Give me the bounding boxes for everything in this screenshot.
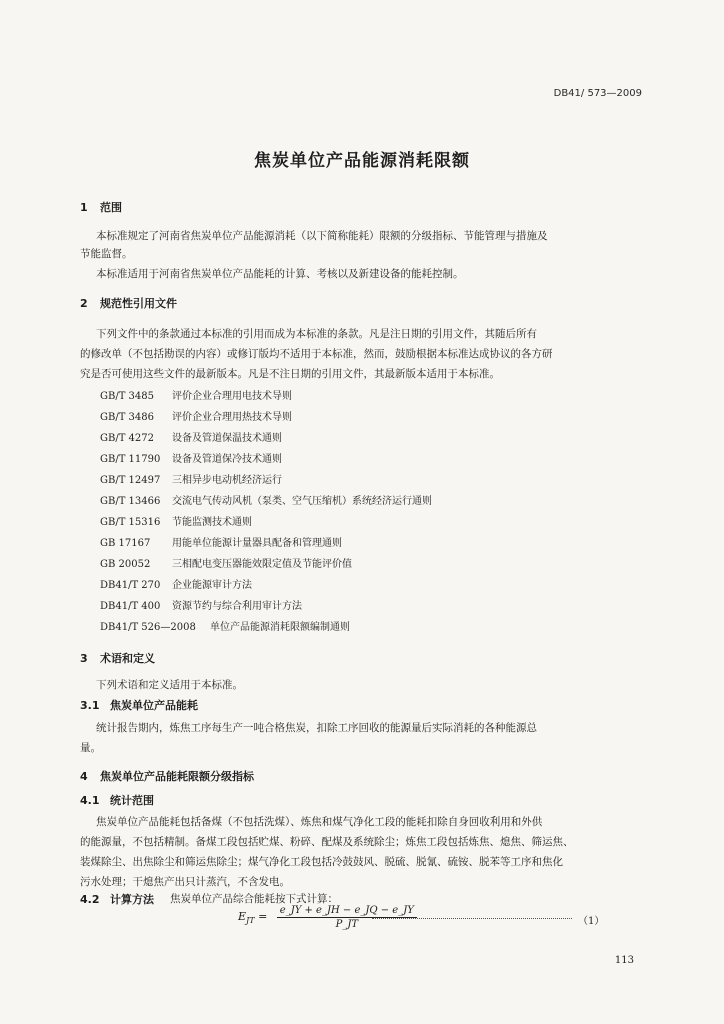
section-4-1-heading: 4.1 统计范围 (80, 794, 154, 807)
section-4-1-para-line-3: 装煤除尘、出焦除尘和筛运焦除尘；煤气净化工段包括冷鼓鼓风、脱硫、脱氰、硫铵、脱苯等工序和焦化 (80, 856, 563, 868)
section-1-heading: 1 范围 (80, 201, 122, 214)
reference-item: GB/T 12497 三相异步电动机经济运行 (100, 475, 282, 486)
section-1-para-2: 本标准适用于河南省焦炭单位产品能耗的计算、考核以及新建设备的能耗控制。 (96, 268, 464, 280)
section-4-2-heading: 4.2 计算方法 (80, 893, 154, 906)
formula-denominator: P_JT (335, 919, 359, 930)
section-2-heading: 2 规范性引用文件 (80, 297, 177, 310)
reference-item: GB 17167 用能单位能源计量器具配备和管理通则 (100, 538, 342, 549)
page-number: 113 (614, 955, 634, 966)
section-4-1-para-line-2: 的能源量，不包括精制。备煤工段包括贮煤、粉碎、配煤及系统除尘；炼焦工段包括炼焦、熄焦、筛运焦、 (80, 836, 574, 848)
reference-item: GB/T 13466 交流电气传动风机（泵类、空气压缩机）系统经济运行通则 (100, 496, 432, 507)
formula-leader-dots (372, 918, 572, 919)
section-4-1-para-line-1: 焦炭单位产品能耗包括备煤（不包括洗煤）、炼焦和煤气净化工段的能耗扣除自身回收利用和外供 (96, 816, 543, 828)
section-4-2-para: 焦炭单位产品综合能耗按下式计算： (170, 893, 338, 905)
section-3-1-heading: 3.1 焦炭单位产品能耗 (80, 699, 198, 712)
reference-item: GB/T 15316 节能监测技术通则 (100, 517, 252, 528)
reference-item: GB/T 3486 评价企业合理用热技术导则 (100, 412, 292, 423)
reference-item: DB41/T 526—2008 单位产品能源消耗限额编制通则 (100, 622, 350, 633)
reference-item: GB/T 3485 评价企业合理用电技术导则 (100, 391, 292, 402)
section-3-heading: 3 术语和定义 (80, 652, 155, 665)
section-4-heading: 4 焦炭单位产品能耗限额分级指标 (80, 770, 254, 783)
document-title: 焦炭单位产品能源消耗限额 (254, 151, 470, 171)
reference-item: GB/T 4272 设备及管道保温技术通则 (100, 433, 282, 444)
section-1-para-1-line-2: 节能监督。 (80, 248, 133, 260)
standard-number: DB41/ 573—2009 (553, 88, 642, 99)
section-4-1-para-line-4: 污水处理；干熄焦产出只计蒸汽，不含发电。 (80, 876, 290, 888)
section-1-para-1-line-1: 本标准规定了河南省焦炭单位产品能源消耗（以下简称能耗）限额的分级指标、节能管理与措施及 (96, 230, 548, 242)
formula-lhs: $E_{JT}$ = (238, 909, 268, 926)
section-3-1-para-line-1: 统计报告期内，炼焦工序每生产一吨合格焦炭，扣除工序回收的能源量后实际消耗的各种能源总 (96, 722, 537, 734)
section-2-para-line-1: 下列文件中的条款通过本标准的引用而成为本标准的条款。凡是注日期的引用文件，其随后所有 (96, 328, 537, 340)
reference-item: GB 20052 三相配电变压器能效限定值及节能评价值 (100, 559, 352, 570)
equation-number: （1） (578, 916, 605, 927)
section-3-para: 下列术语和定义适用于本标准。 (96, 679, 243, 691)
reference-item: GB/T 11790 设备及管道保冷技术通则 (100, 454, 282, 465)
section-2-para-line-3: 究是否可使用这些文件的最新版本。凡是不注日期的引用文件，其最新版本适用于本标准。 (80, 368, 500, 380)
reference-item: DB41/T 400 资源节约与综合利用审计方法 (100, 601, 302, 612)
formula-numerator: e_JY + e_JH − e_JQ − e_JY (277, 905, 417, 918)
reference-item: DB41/T 270 企业能源审计方法 (100, 580, 252, 591)
section-2-para-line-2: 的修改单（不包括勘误的内容）或修订版均不适用于本标准，然而，鼓励根据本标准达成协议的各方研 (80, 348, 553, 360)
section-3-1-para-line-2: 量。 (80, 742, 101, 754)
